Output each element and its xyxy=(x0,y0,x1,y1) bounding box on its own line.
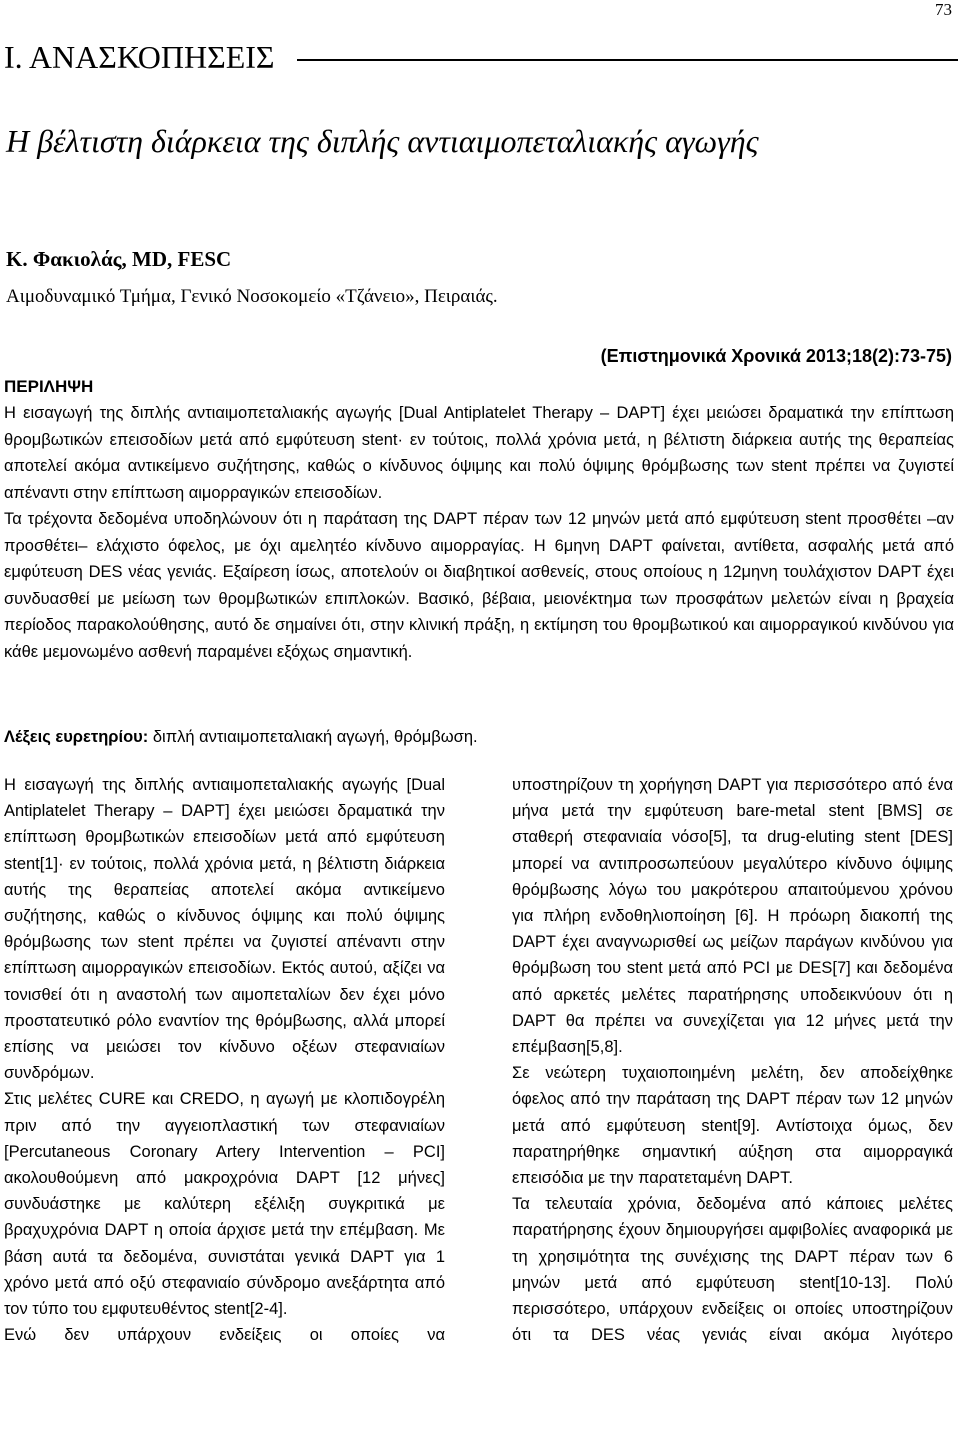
journal-citation: (Επιστημονικά Χρονικά 2013;18(2):73-75) xyxy=(600,346,952,366)
keywords xyxy=(4,726,478,748)
body-paragraph: Σε νεώτερη τυχαιοποιημένη μελέτη, δεν αποδείχθηκε όφελος από την παράταση της DAPT πέραν των 12 μηνών μετά από εμφύτευση stent[9]. Αντίστοιχα όμως, δεν παρατηρήθηκε σημαντική αύξηση στα αιμορραγικά επεισόδια με την παρατεταμένη DAPT. xyxy=(512,1064,953,1188)
page-number: 73 xyxy=(935,0,952,19)
body-paragraph: υποστηρίζουν τη χορήγηση DAPT για περισσότερο από ένα μήνα μετά την εμφύτευση bare-metal stent [BMS] σε σταθερή στεφανιαία νόσο[5], τα drug-eluting stent [DES] μπορεί να αντιπροσωπεύουν μεγαλύτερο κίνδυνο όψιμης θρόμβωσης λόγω του μακρότερου απαιτούμενου χρόνου για πλήρη ενδοθηλιοποίηση [6]. Η πρόωρη διακοπή της DAPT έχει αναγνωρισθεί ως μείζων παράγων κινδύνου για θρόμβωση του stent μετά από PCI με DES[7] και δεδομένα από αρκετές μελέτες παρατήρησης υποδεικνύουν ότι η DAPT θα πρέπει να συνεχίζεται για 12 μήνες μετά την επέμβαση[5,8]. xyxy=(512,776,953,1057)
body-paragraph: Στις μελέτες CURE και CREDO, η αγωγή με κλοπιδογρέλη πριν από την αγγειοπλαστική των στεφανιαίων [Percutaneous Coronary Artery Intervention – PCI] ακολουθούμενη από μακροχρόνια DAPT [12 μήνες] συνδυάστηκε με καλύτερη εξέλιξη συγκριτικά με βραχυχρόνια DAPT η οποία άρχισε μετά την επέμβαση. Με βάση αυτά τα δεδομένα, συνιστάται γενικά DAPT για 1 χρόνο μετά από οξύ στεφανιαίο σύνδρομο ανεξάρτητα από τον τύπο του εμφυτευθέντος stent[2-4]. xyxy=(4,1090,445,1319)
keywords-label: Λέξεις ευρετηρίου: xyxy=(4,728,149,746)
section-divider xyxy=(297,59,958,61)
body-paragraph: Η εισαγωγή της διπλής αντιαιμοπεταλιακής αγωγής [Dual Antiplatelet Therapy – DAPT] έχει μειώσει δραματικά την επίπτωση θρομβωτικών επεισοδίων μετά από εμφύτευση stent[1]· εν τούτοις, πολλά χρόνια μετά, η βέλτιστη διάρκεια αυτής της θεραπείας αποτελεί ακόμα αντικείμενο συζήτησης, καθώς ο κίνδυνος όψιμης και πολύ όψιμης θρόμβωσης των stent πρέπει να ζυγιστεί απέναντι στην επίπτωση αιμορραγικών επεισοδίων. Εκτός αυτού, αξίζει να τονισθεί ότι η αναστολή των αιμοπεταλίων δεν έχει μόνο προστατευτικό ρόλο εναντίον της θρόμβωσης, αλλά μπορεί επίσης να μειώσει τον κίνδυνο οξέων στεφανιαίων συνδρόμων. xyxy=(4,776,445,1083)
body-right-column xyxy=(512,772,953,1348)
abstract-paragraph: Τα τρέχοντα δεδομένα υποδηλώνουν ότι η παράταση της DAPT πέραν των 12 μηνών μετά από εμφύτευση stent προσθέτει –αν προσθέτει– ελάχιστο όφελος, με όχι αμελητέο κίνδυνο αιμορραγίας. Η 6μηνη DAPT φαίνεται, αντίθετα, ασφαλής μετά από εμφύτευση DES νέας γενιάς. Εξαίρεση ίσως, αποτελούν οι διαβητικοί ασθενείς, στους οποίους η 12μηνη τουλάχιστον DAPT έχει συνδυασθεί με μείωση των θρομβωτικών επιπλοκών. Βασικό, βέβαια, μειονέκτημα των προσφάτων μελετών είναι η βραχεία περίοδος παρακολούθησης, αυτό δε σημαίνει ότι, στην κλινική πράξη, η εκτίμηση του θρομβωτικού και αιμορραγικού κινδύνου για κάθε μεμονωμένο ασθενή παραμένει εξόχως σημαντική. xyxy=(4,510,954,661)
keywords-text: διπλή αντιαιμοπεταλιακή αγωγή, θρόμβωση. xyxy=(148,728,478,746)
section-heading-text: Ι. ΑΝΑΣΚΟΠΗΣΕΙΣ xyxy=(4,39,275,75)
body-paragraph: Τα τελευταία χρόνια, δεδομένα από κάποιες μελέτες παρατήρησης έχουν δημιουργήσει αμφιβολίες αναφορικά με τη χρησιμότητα της συνέχισης της DAPT πέραν των 6 μηνών μετά από εμφύτευση stent[10-13]. Πολύ περισσότερο, υπάρχουν ενδείξεις οι οποίες υποστηρίζουν ότι τα DES νέας γενιάς είναι ακόμα λιγότερο xyxy=(512,1195,953,1345)
abstract-body xyxy=(4,400,954,665)
body-left-column xyxy=(4,772,445,1348)
abstract-heading: ΠΕΡΙΛΗΨΗ xyxy=(4,377,94,396)
body-paragraph: Ενώ δεν υπάρχουν ενδείξεις οι οποίες να xyxy=(4,1326,445,1345)
abstract-paragraph: Η εισαγωγή της διπλής αντιαιμοπεταλιακής αγωγής [Dual Antiplatelet Therapy – DAPT] έχει μειώσει δραματικά την επίπτωση θρομβωτικών επεισοδίων μετά από εμφύτευση stent· εν τούτοις, πολλά χρόνια μετά, η βέλτιστη διάρκεια αυτής της θεραπείας αποτελεί ακόμα αντικείμενο συζήτησης, καθώς ο κίνδυνος όψιμης και πολύ όψιμης θρόμβωσης των stent πρέπει να ζυγιστεί απέναντι στην επίπτωση αιμορραγικών επεισοδίων. xyxy=(4,404,954,502)
author-affiliation: Αιμοδυναμικό Τμήμα, Γενικό Νοσοκομείο «Τζάνειο», Πειραιάς. xyxy=(6,286,498,307)
article-title: Η βέλτιστη διάρκεια της διπλής αντιαιμοπεταλιακής αγωγής xyxy=(6,123,759,159)
section-heading xyxy=(4,40,958,74)
author-name: Κ. Φακιολάς, MD, FESC xyxy=(6,247,232,271)
